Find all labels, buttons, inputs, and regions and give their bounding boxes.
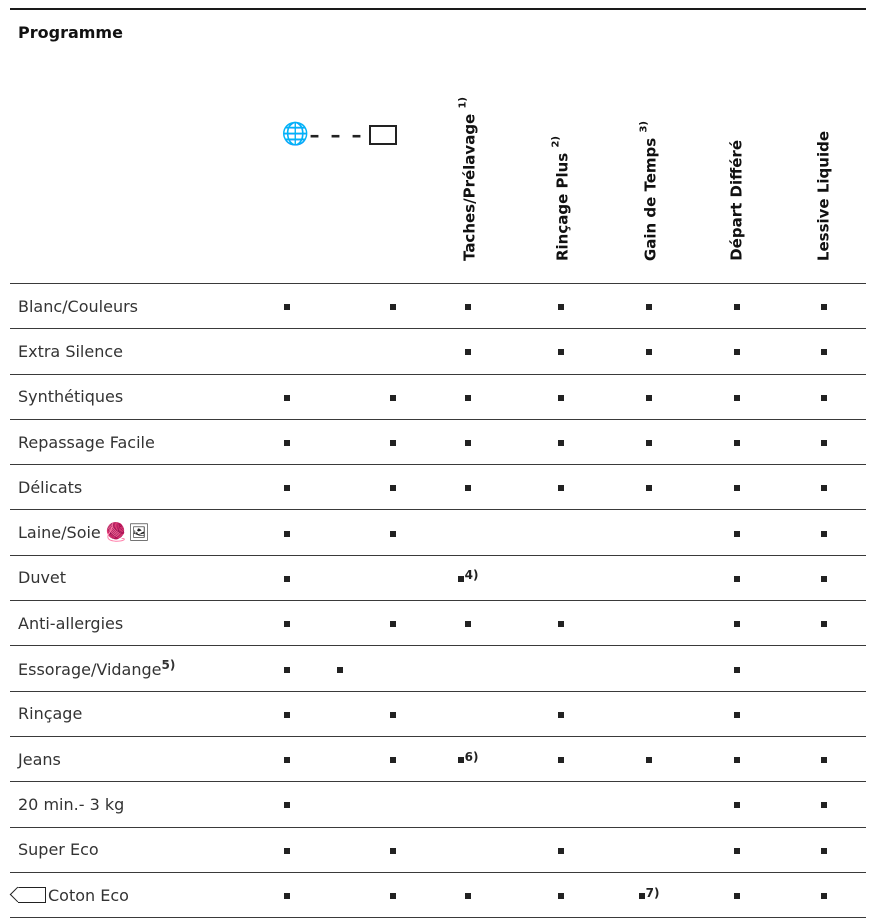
- option-cell: [313, 374, 366, 419]
- option-cell: [313, 329, 366, 374]
- option-header-delay-start: [693, 9, 781, 284]
- available-mark-icon: [465, 485, 471, 491]
- option-cell: [781, 601, 866, 646]
- spin-icon: 🌐: [281, 122, 309, 147]
- option-cell: [260, 284, 313, 329]
- option-cell: [693, 782, 781, 827]
- option-cell: [419, 872, 517, 917]
- table-row: [10, 736, 866, 781]
- available-mark-icon: [465, 621, 471, 627]
- option-cell: [260, 827, 313, 872]
- option-cell: [366, 555, 419, 600]
- programme-name-cell: [10, 465, 260, 510]
- available-mark-icon: [558, 712, 564, 718]
- option-label: Gain de Temps: [641, 137, 660, 261]
- option-cell: [781, 329, 866, 374]
- option-header-rinse-plus: [517, 9, 605, 284]
- option-cell: [781, 510, 866, 555]
- programme-name-cell: [10, 827, 260, 872]
- available-mark-icon: [390, 485, 396, 491]
- available-mark-icon: [734, 304, 740, 310]
- available-mark-icon: [821, 531, 827, 537]
- footnote-mark: 3): [638, 120, 650, 133]
- option-cell: [517, 691, 605, 736]
- option-cell: [419, 419, 517, 464]
- option-cell: [366, 284, 419, 329]
- option-cell: [313, 827, 366, 872]
- programme-name-cell: [10, 419, 260, 464]
- option-cell: [605, 691, 693, 736]
- option-cell: [419, 510, 517, 555]
- option-cell: [605, 284, 693, 329]
- option-cell: [517, 510, 605, 555]
- option-cell: [517, 646, 605, 691]
- option-cell: [419, 465, 517, 510]
- option-cell: [605, 782, 693, 827]
- footnote-mark: 5): [161, 658, 176, 673]
- available-mark-icon: [734, 485, 740, 491]
- available-mark-icon: [284, 485, 290, 491]
- available-mark-icon: [558, 848, 564, 854]
- available-mark-icon: [465, 893, 471, 899]
- available-mark-icon: [734, 621, 740, 627]
- table-row: [10, 646, 866, 691]
- option-cell: [260, 782, 313, 827]
- available-mark-icon: [390, 893, 396, 899]
- available-mark-icon: [821, 440, 827, 446]
- available-mark-icon: [646, 395, 652, 401]
- available-mark-icon: [558, 395, 564, 401]
- option-cell: [693, 736, 781, 781]
- available-mark-icon: [734, 395, 740, 401]
- option-cell: [419, 827, 517, 872]
- option-cell: [693, 691, 781, 736]
- spin-drain-header: [260, 9, 419, 284]
- available-mark-icon: [734, 349, 740, 355]
- available-mark-icon: [558, 440, 564, 446]
- programme-name-cell: [10, 601, 260, 646]
- option-cell: [693, 374, 781, 419]
- option-cell: [260, 736, 313, 781]
- table-row: [10, 872, 866, 917]
- option-cell: [605, 465, 693, 510]
- eco-tag-icon: [18, 887, 46, 903]
- option-cell: [313, 872, 366, 917]
- available-mark-icon: [284, 757, 290, 763]
- available-mark-icon: [284, 531, 290, 537]
- available-mark-icon: [465, 440, 471, 446]
- option-cell: [313, 736, 366, 781]
- option-cell: [693, 827, 781, 872]
- table-row: [10, 329, 866, 374]
- programme-name-cell: [10, 736, 260, 781]
- available-mark-icon: [639, 893, 645, 899]
- option-label: Rinçage Plus: [553, 152, 572, 261]
- option-cell: [419, 374, 517, 419]
- available-mark-icon: [558, 757, 564, 763]
- table-row: [10, 374, 866, 419]
- programme-name-cell: [10, 284, 260, 329]
- option-cell: [605, 736, 693, 781]
- option-label: Lessive Liquide: [814, 130, 833, 261]
- option-cell: [366, 419, 419, 464]
- option-cell: [260, 329, 313, 374]
- option-cell: [313, 782, 366, 827]
- available-mark-icon: [284, 848, 290, 854]
- option-cell: [605, 510, 693, 555]
- option-cell: [260, 419, 313, 464]
- option-cell: [517, 872, 605, 917]
- available-mark-icon: [646, 349, 652, 355]
- option-cell: [366, 374, 419, 419]
- option-cell: [605, 646, 693, 691]
- option-cell: [605, 419, 693, 464]
- available-mark-icon: [390, 848, 396, 854]
- table-row: [10, 510, 866, 555]
- available-mark-icon: [284, 440, 290, 446]
- option-header-liquid-detergent: [781, 9, 866, 284]
- available-mark-icon: [337, 667, 343, 673]
- programme-name: Super Eco: [18, 840, 99, 860]
- programme-name: Rinçage: [18, 704, 83, 724]
- available-mark-icon: [646, 304, 652, 310]
- option-cell: [517, 329, 605, 374]
- option-cell: [517, 284, 605, 329]
- option-cell: [693, 510, 781, 555]
- programme-name: Jeans: [18, 749, 61, 769]
- programme-header: Programme: [10, 9, 260, 284]
- available-mark-icon: [734, 757, 740, 763]
- option-cell: [781, 872, 866, 917]
- programme-name: Anti-allergies: [18, 613, 124, 633]
- available-mark-icon: [390, 440, 396, 446]
- footnote-mark: 4): [464, 568, 479, 583]
- option-cell: [366, 510, 419, 555]
- option-cell: [419, 646, 517, 691]
- option-cell: [313, 601, 366, 646]
- available-mark-icon: [734, 848, 740, 854]
- option-cell: [313, 465, 366, 510]
- table-body: [10, 284, 866, 918]
- wool-icon: 🧶: [104, 522, 128, 544]
- available-mark-icon: [284, 667, 290, 673]
- option-cell: [781, 555, 866, 600]
- option-cell: [781, 646, 866, 691]
- table-row: [10, 419, 866, 464]
- option-header-stains: [419, 9, 517, 284]
- available-mark-icon: [390, 395, 396, 401]
- available-mark-icon: [390, 304, 396, 310]
- option-cell: [517, 374, 605, 419]
- option-cell: [366, 646, 419, 691]
- programme-name: Essorage/Vidange: [18, 660, 162, 680]
- footnote-mark: 6): [464, 749, 479, 764]
- programme-name: Coton Eco: [48, 885, 129, 905]
- option-cell: [419, 782, 517, 827]
- option-cell: [781, 736, 866, 781]
- option-cell: [693, 329, 781, 374]
- available-mark-icon: [734, 712, 740, 718]
- option-cell: [517, 827, 605, 872]
- programme-name: Repassage Facile: [18, 432, 155, 452]
- option-cell: [693, 601, 781, 646]
- available-mark-icon: [646, 440, 652, 446]
- option-cell: [781, 691, 866, 736]
- available-mark-icon: [465, 349, 471, 355]
- option-cell: [605, 872, 693, 917]
- hand-wash-icon: 🖼: [128, 523, 150, 544]
- option-cell: [366, 601, 419, 646]
- option-cell: [260, 646, 313, 691]
- available-mark-icon: [646, 757, 652, 763]
- available-mark-icon: [284, 621, 290, 627]
- option-cell: [517, 555, 605, 600]
- dashed-line-icon: – – –: [309, 123, 364, 147]
- option-cell: [605, 601, 693, 646]
- programme-name-cell: [10, 646, 260, 691]
- programme-name: Synthétiques: [18, 387, 124, 407]
- option-cell: [693, 465, 781, 510]
- programme-name: Extra Silence: [18, 341, 123, 361]
- table-row: [10, 465, 866, 510]
- option-cell: [693, 646, 781, 691]
- programme-name-cell: [10, 691, 260, 736]
- programme-name: Délicats: [18, 477, 83, 497]
- option-cell: [517, 419, 605, 464]
- available-mark-icon: [558, 893, 564, 899]
- table-row: [10, 827, 866, 872]
- available-mark-icon: [734, 893, 740, 899]
- option-cell: [313, 419, 366, 464]
- option-cell: [366, 691, 419, 736]
- programme-name-cell: [10, 872, 260, 917]
- available-mark-icon: [558, 349, 564, 355]
- available-mark-icon: [558, 621, 564, 627]
- option-cell: [419, 601, 517, 646]
- available-mark-icon: [734, 667, 740, 673]
- available-mark-icon: [390, 757, 396, 763]
- available-mark-icon: [734, 802, 740, 808]
- option-cell: [313, 691, 366, 736]
- option-cell: [605, 555, 693, 600]
- option-label: Taches/Prélavage: [460, 113, 479, 261]
- available-mark-icon: [284, 395, 290, 401]
- option-cell: [419, 736, 517, 781]
- table-row: [10, 555, 866, 600]
- programme-name: Duvet: [18, 568, 67, 588]
- option-cell: [781, 465, 866, 510]
- option-cell: [781, 419, 866, 464]
- table-row: [10, 601, 866, 646]
- available-mark-icon: [465, 395, 471, 401]
- option-cell: [366, 782, 419, 827]
- option-cell: [605, 329, 693, 374]
- footnote-mark: 1): [457, 97, 469, 109]
- available-mark-icon: [284, 304, 290, 310]
- available-mark-icon: [284, 576, 290, 582]
- available-mark-icon: [821, 395, 827, 401]
- available-mark-icon: [821, 304, 827, 310]
- option-cell: [419, 555, 517, 600]
- available-mark-icon: [458, 757, 464, 763]
- programme-name-cell: [10, 510, 260, 555]
- available-mark-icon: [821, 349, 827, 355]
- option-cell: [313, 646, 366, 691]
- option-cell: [260, 691, 313, 736]
- available-mark-icon: [284, 893, 290, 899]
- table-header-row: [10, 9, 866, 284]
- programme-options-table: [10, 8, 866, 918]
- option-cell: [366, 827, 419, 872]
- option-cell: [260, 374, 313, 419]
- footnote-mark: 7): [645, 885, 660, 900]
- available-mark-icon: [821, 576, 827, 582]
- option-cell: [517, 782, 605, 827]
- available-mark-icon: [390, 531, 396, 537]
- option-cell: [260, 555, 313, 600]
- table-row: [10, 284, 866, 329]
- option-cell: [366, 872, 419, 917]
- available-mark-icon: [458, 576, 464, 582]
- available-mark-icon: [821, 757, 827, 763]
- available-mark-icon: [821, 621, 827, 627]
- option-cell: [419, 329, 517, 374]
- programme-name-cell: [10, 329, 260, 374]
- option-cell: [517, 465, 605, 510]
- programme-name: Laine/Soie: [18, 523, 101, 543]
- available-mark-icon: [821, 802, 827, 808]
- option-cell: [781, 827, 866, 872]
- option-cell: [260, 601, 313, 646]
- option-cell: [313, 510, 366, 555]
- available-mark-icon: [558, 304, 564, 310]
- option-cell: [313, 284, 366, 329]
- option-header-time-save: [605, 9, 693, 284]
- option-cell: [260, 510, 313, 555]
- option-cell: [366, 736, 419, 781]
- programme-name: Blanc/Couleurs: [18, 296, 138, 316]
- available-mark-icon: [646, 485, 652, 491]
- option-cell: [419, 284, 517, 329]
- option-cell: [693, 284, 781, 329]
- option-label: Départ Différé: [727, 140, 746, 261]
- tub-icon: [369, 125, 397, 145]
- option-cell: [517, 601, 605, 646]
- programme-name: 20 min.- 3 kg: [18, 794, 125, 814]
- option-cell: [781, 284, 866, 329]
- option-cell: [366, 465, 419, 510]
- programme-name-cell: [10, 782, 260, 827]
- option-cell: [693, 872, 781, 917]
- available-mark-icon: [284, 802, 290, 808]
- available-mark-icon: [734, 440, 740, 446]
- option-cell: [605, 827, 693, 872]
- option-cell: [419, 691, 517, 736]
- available-mark-icon: [734, 531, 740, 537]
- programme-name-cell: [10, 555, 260, 600]
- option-cell: [260, 465, 313, 510]
- available-mark-icon: [821, 893, 827, 899]
- option-cell: [693, 555, 781, 600]
- table-row: [10, 691, 866, 736]
- available-mark-icon: [465, 304, 471, 310]
- spin-drain-icon-group: [260, 10, 419, 146]
- available-mark-icon: [821, 485, 827, 491]
- option-cell: [781, 374, 866, 419]
- option-cell: [517, 736, 605, 781]
- footnote-mark: 2): [550, 135, 562, 148]
- available-mark-icon: [734, 576, 740, 582]
- available-mark-icon: [390, 712, 396, 718]
- option-cell: [781, 782, 866, 827]
- table-row: [10, 782, 866, 827]
- option-cell: [260, 872, 313, 917]
- option-cell: [366, 329, 419, 374]
- available-mark-icon: [390, 621, 396, 627]
- available-mark-icon: [284, 712, 290, 718]
- programme-name-cell: [10, 374, 260, 419]
- available-mark-icon: [821, 848, 827, 854]
- option-cell: [313, 555, 366, 600]
- option-cell: [693, 419, 781, 464]
- option-cell: [605, 374, 693, 419]
- available-mark-icon: [558, 485, 564, 491]
